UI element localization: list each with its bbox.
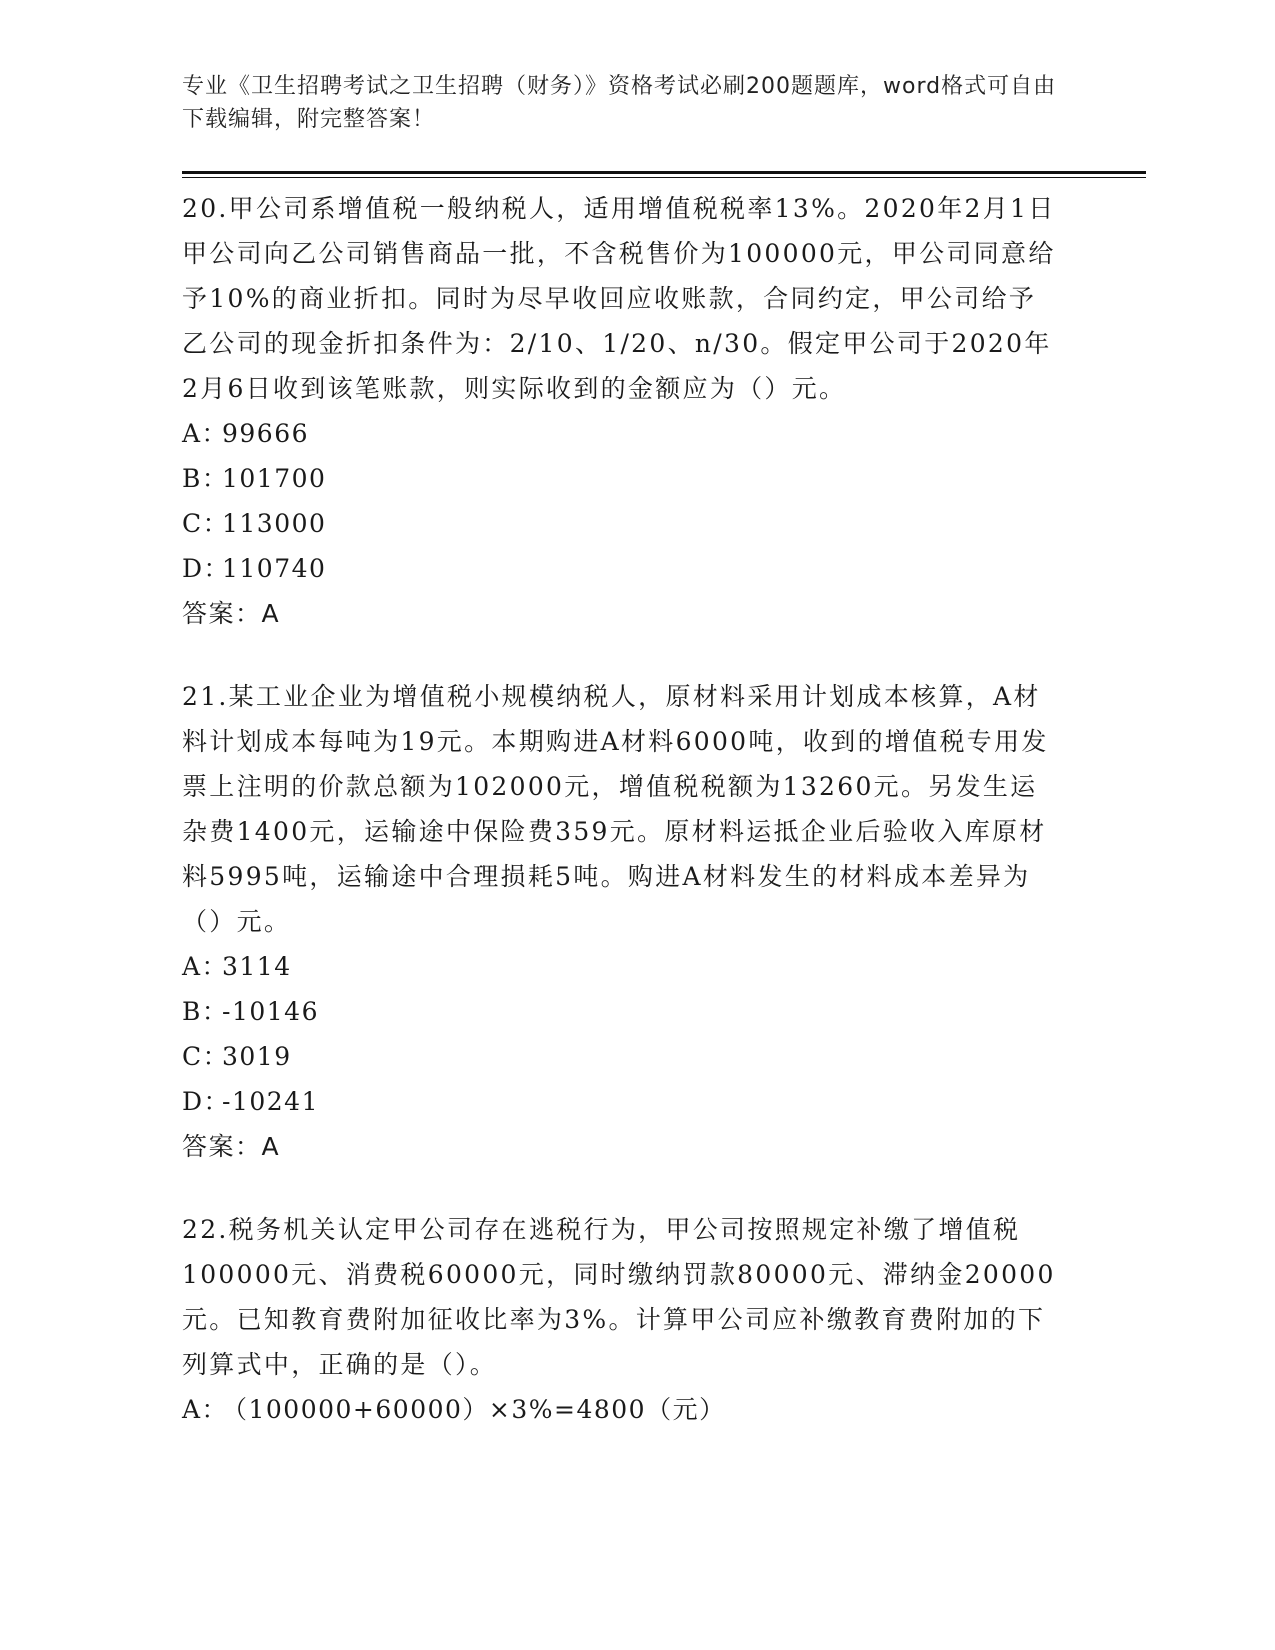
option-a	[182, 944, 1062, 989]
option-key: D：	[182, 1087, 231, 1116]
option-text: -10241	[222, 1087, 319, 1116]
option-key: A：	[182, 952, 229, 981]
option-c	[182, 1034, 1062, 1079]
option-a	[182, 411, 1062, 456]
option-text: 113000	[222, 509, 327, 538]
option-b	[182, 989, 1062, 1034]
answer-line: 答案：A	[182, 599, 281, 628]
option-key: D：	[182, 554, 231, 583]
option-key: B：	[182, 464, 229, 493]
option-text: 3114	[222, 952, 292, 981]
header-divider-thin	[182, 177, 1146, 178]
question-stem: 20.甲公司系增值税一般纳税人，适用增值税税率13%。2020年2月1日甲公司向乙公司销售商品一批，不含税售价为100000元，甲公司同意给予10%的商业折扣。同时为尽早收回应收账款，合同约定，甲公司给予乙公司的现金折扣条件为：2/10、1/20、n/30。假定甲公司于2020年2月6日收到该笔账款，则实际收到的金额应为（）元。	[182, 194, 1056, 403]
question-stem: 22.税务机关认定甲公司存在逃税行为，甲公司按照规定补缴了增值税100000元、消费税60000元，同时缴纳罚款80000元、滞纳金20000元。已知教育费附加征收比率为3%。计算甲公司应补缴教育费附加的下列算式中，正确的是（）。	[182, 1215, 1056, 1379]
option-text: -10146	[222, 997, 319, 1026]
option-key: A：	[182, 419, 229, 448]
document-header: 专业《卫生招聘考试之卫生招聘（财务）》资格考试必刷200题题库，word格式可自由下载编辑，附完整答案！	[182, 74, 1057, 132]
question-22	[182, 1207, 1062, 1432]
option-key: C：	[182, 509, 230, 538]
question-list	[182, 186, 1062, 1470]
header-divider-thick	[182, 171, 1146, 174]
option-d	[182, 1079, 1062, 1124]
option-text: 3019	[222, 1042, 292, 1071]
option-text: 99666	[222, 419, 310, 448]
option-text: 101700	[222, 464, 327, 493]
option-key: B：	[182, 997, 229, 1026]
option-c	[182, 501, 1062, 546]
question-21	[182, 674, 1062, 1169]
option-text: 110740	[222, 554, 327, 583]
option-d	[182, 546, 1062, 591]
answer-line: 答案：A	[182, 1132, 281, 1161]
option-a	[182, 1387, 1062, 1432]
option-key: C：	[182, 1042, 230, 1071]
question-stem: 21.某工业企业为增值税小规模纳税人，原材料采用计划成本核算，A材料计划成本每吨为19元。本期购进A材料6000吨，收到的增值税专用发票上注明的价款总额为102000元，增值税税额为13260元。另发生运杂费1400元，运输途中保险费359元。原材料运抵企业后验收入库原材料5995吨，运输途中合理损耗5吨。购进A材料发生的材料成本差异为（）元。	[182, 682, 1049, 936]
question-20	[182, 186, 1062, 636]
option-text: （100000+60000）×3%=4800（元）	[222, 1395, 726, 1424]
option-b	[182, 456, 1062, 501]
option-key: A：	[182, 1395, 229, 1424]
